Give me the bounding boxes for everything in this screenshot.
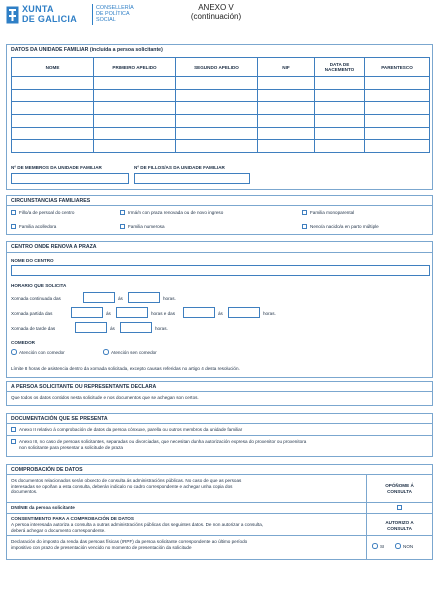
verification-title: COMPROBACIÓN DE DATOS — [11, 467, 83, 473]
split-from-1-input[interactable] — [71, 307, 103, 318]
continuous-hours-label: horas. — [163, 296, 176, 301]
afternoon-to-input[interactable] — [120, 322, 152, 333]
irpf-line-2: impositivo con prazo de presentación vencido no momento de presentación da solicitude — [11, 544, 192, 550]
afternoon-from-input[interactable] — [75, 322, 107, 333]
split-from-2-input[interactable] — [183, 307, 215, 318]
split-to-1-label: ás — [106, 311, 111, 316]
dept-line-1: CONSELLERÍA — [96, 5, 134, 11]
radio-irpf-no[interactable] — [395, 543, 401, 549]
irpf-yes-label: SI — [380, 544, 385, 549]
verification-intro-line-3: documentos. — [11, 489, 38, 495]
radio-irpf-yes[interactable] — [372, 543, 378, 549]
table-header-row — [12, 58, 430, 77]
center-name-label: NOME DO CENTRO — [11, 258, 54, 263]
center-title: CENTRO ONDE RENOVA A PRAZA — [11, 244, 97, 250]
verification-divider — [6, 474, 433, 475]
circumstances-title: CIRCUNSTANCIAS FAMILIARES — [11, 198, 91, 204]
annex-iii-line-1: Anexo III, no caso de persoas solicitantes, separadas ou divorciadas, que necesitan dunha autorización expresa do proxenitor ou proxenitora — [19, 439, 307, 444]
annex-title: ANEXO V — [198, 3, 234, 12]
irpf-text — [11, 539, 363, 550]
dni-row-top-divider — [6, 502, 433, 503]
checkbox-oppose-dni[interactable] — [397, 505, 402, 510]
dni-row-bottom-divider — [6, 513, 433, 514]
logo-line-2: DE GALICIA — [22, 13, 78, 24]
documentation-divider — [6, 423, 433, 424]
oppose-consultation-header — [366, 483, 433, 494]
table-row[interactable] — [12, 89, 430, 102]
table-row[interactable] — [12, 102, 430, 115]
radio-with-dining[interactable] — [11, 349, 17, 355]
dni-label: DNI/NIE da persoa solicitante — [11, 505, 75, 510]
column-header-first-surname: PRIMEIRO APELIDO — [94, 58, 176, 77]
table-row[interactable] — [12, 114, 430, 127]
dining-label: COMEDOR — [11, 340, 35, 345]
split-schedule-label: Xornada partida das — [11, 311, 53, 316]
checkbox-staff-child[interactable] — [11, 210, 16, 215]
verification-intro-line-2: interesadas se opoñan a esta consulta, deberán indicalo no cadro correspondente e achegar unha copia dos — [11, 483, 233, 489]
irpf-row-top-divider — [6, 535, 433, 536]
irpf-no-label: NON — [403, 544, 414, 549]
column-header-name: NOME — [12, 58, 94, 77]
authorize-consultation-header — [366, 520, 433, 531]
dept-line-2: DE POLÍTICA — [96, 11, 130, 18]
consent-line-2: deberá achegar o documento correspondente. — [11, 527, 106, 533]
afternoon-hours-label: horas. — [155, 326, 168, 331]
header-divider — [92, 4, 93, 25]
option-large-family-label: Familia numerosa — [128, 224, 165, 229]
split-hours-label: horas. — [263, 311, 276, 316]
checkbox-sibling-place[interactable] — [120, 210, 125, 215]
option-multiple-birth-label: Neno/a nacido/a en parto múltiple — [310, 224, 379, 229]
table-row[interactable] — [12, 127, 430, 140]
split-to-2-input[interactable] — [228, 307, 260, 318]
checkbox-single-parent[interactable] — [302, 210, 307, 215]
logo-line-1: XUNTA — [22, 4, 54, 14]
declaration-divider — [6, 391, 433, 392]
attendance-limit-note: Límite 8 horas de asistencia dentro da xornada solicitada, excepto causas referidas no artigo 4 desta resolución. — [11, 366, 240, 371]
children-count-input[interactable] — [134, 173, 250, 184]
checkbox-multiple-birth[interactable] — [302, 224, 307, 229]
logo-text — [22, 5, 77, 24]
without-dining-label: Atención sen comedor — [111, 350, 157, 355]
option-foster-family-label: Familia acolledora — [19, 224, 57, 229]
oppose-line-2: CONSULTA — [387, 488, 412, 494]
annex-subtitle: (continuación) — [190, 11, 242, 21]
split-to-1-input[interactable] — [116, 307, 148, 318]
continuous-schedule-label: Xornada continuada das — [11, 296, 61, 301]
split-to-2-label: ás — [218, 311, 223, 316]
family-unit-title: DATOS DA UNIDADE FAMILIAR (incluída a persoa solicitante) — [11, 47, 163, 53]
center-divider — [6, 252, 433, 253]
department-text — [96, 5, 134, 24]
checkbox-annex-iii[interactable] — [11, 439, 16, 444]
afternoon-schedule-label: Xornada de tarde das — [11, 326, 56, 331]
children-count-label: Nº DE FILLOS/AS DA UNIDADE FAMILIAR — [134, 165, 225, 170]
checkbox-annex-ii[interactable] — [11, 427, 16, 432]
oppose-line-1: OPÓÑOME Á — [385, 483, 414, 488]
table-row[interactable] — [12, 77, 430, 90]
annex-iii-line-2: non solicitante para presentar a solicitude de praza — [19, 444, 123, 450]
documentation-row-divider — [6, 435, 433, 436]
column-header-relationship: PARENTESCO — [365, 58, 430, 77]
split-hours-and-label: horas e das — [151, 311, 176, 316]
checkbox-foster-family[interactable] — [11, 224, 16, 229]
authorize-line-2: CONSULTA — [387, 525, 412, 531]
radio-without-dining[interactable] — [103, 349, 109, 355]
option-staff-child-label: Fillo/a de persoal do centro — [19, 210, 75, 215]
annex-heading — [176, 4, 256, 21]
continuous-to-input[interactable] — [128, 292, 160, 303]
family-members-table — [11, 57, 430, 153]
column-header-second-surname: SEGUNDO APELIDO — [176, 58, 258, 77]
afternoon-to-label: ás — [110, 326, 115, 331]
column-header-nif: NIF — [258, 58, 315, 77]
option-sibling-place-label: Irmá/n con praza renovada ou de novo ingreso — [128, 210, 224, 215]
checkbox-large-family[interactable] — [120, 224, 125, 229]
annex-ii-label: Anexo II relativo á comprobación de datos da persoa cónxuxe, parella ou outros membros da unidade familiar — [19, 427, 243, 432]
option-single-parent-label: Familia monoparental — [310, 210, 355, 215]
column-header-birth-date: DATA DE NACEMENTO — [315, 58, 365, 77]
circumstances-divider — [6, 205, 433, 206]
members-count-input[interactable] — [11, 173, 129, 184]
dept-line-3: SOCIAL — [96, 17, 116, 24]
schedule-label: HORARIO QUE SOLICITA — [11, 283, 67, 288]
declaration-text: Que todos os datos contidos nesta solicitude e nos documentos que se achegan son certos. — [11, 395, 199, 400]
members-count-label: Nº DE MEMBROS DA UNIDADE FAMILIAR — [11, 165, 102, 170]
table-row[interactable] — [12, 140, 430, 153]
with-dining-label: Atención con comedor — [19, 350, 65, 355]
consent-text — [11, 522, 263, 533]
continuous-to-label: ás — [118, 296, 123, 301]
center-name-input[interactable] — [11, 265, 430, 276]
consent-title: CONSENTIMENTO PARA A COMPROBACIÓN DE DATOS — [11, 516, 134, 521]
documentation-title: DOCUMENTACIÓN QUE SE PRESENTA — [11, 416, 108, 422]
consent-line-1: A persoa interesada autoriza a consulta a outras administracións públicas dos seguintes datos. De non autorizar a consulta, — [11, 522, 264, 527]
verification-intro-line-1: Os documentos relacionados serán obxecto de consulta ás administracións públicas. No caso de que as persoas — [11, 478, 242, 483]
xunta-logo-icon — [6, 6, 19, 24]
verification-intro — [11, 478, 363, 495]
annex-iii-label — [19, 439, 306, 450]
declaration-title: A PERSOA SOLICITANTE OU REPRESENTANTE DECLARA — [11, 384, 157, 390]
irpf-line-1: Declaración do imposto da renda das persoas físicas (IRPF) da persoa solicitante correspondente ao último período — [11, 539, 248, 544]
continuous-from-input[interactable] — [83, 292, 115, 303]
authorize-line-1: AUTORIZO A — [385, 520, 414, 525]
